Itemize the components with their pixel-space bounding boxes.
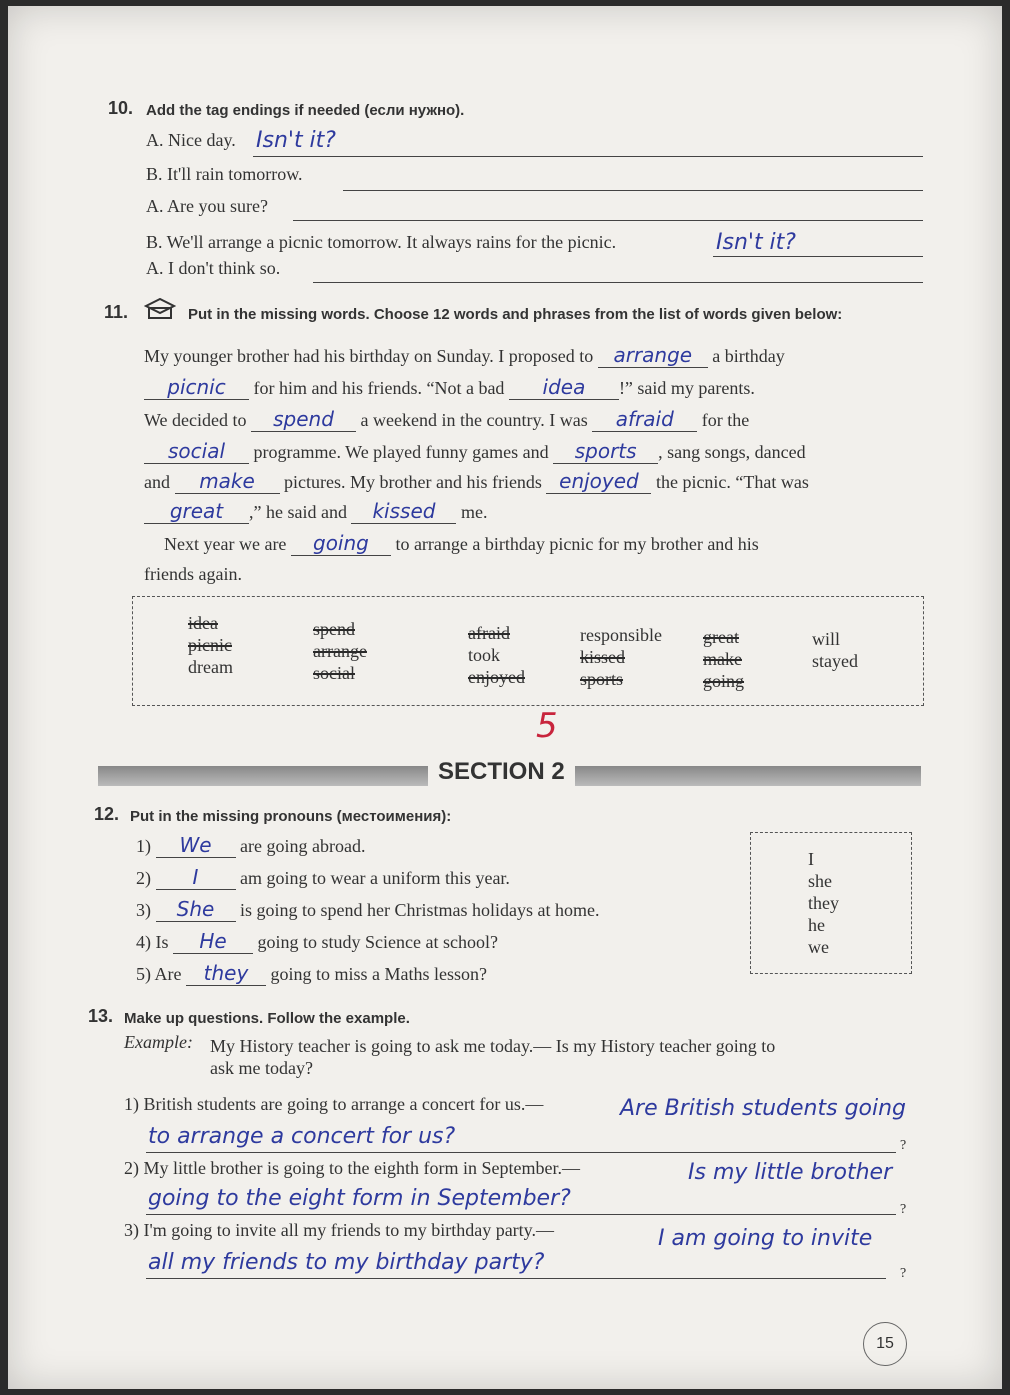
ex10-line-1: A. Nice day. [146,130,236,150]
answer-kissed: kissed [372,499,436,523]
ex12-title: Put in the missing pronouns (местоимения): [130,808,452,825]
ex10-number: 10. [108,98,134,118]
ex11-text-line-4: social programme. We played funny games and sports , sang songs, danced [144,442,806,464]
grade-mark: 5 [536,706,558,746]
ex10-line-4: B. We'll arrange a picnic tomorrow. It always rains for the picnic. [146,232,617,252]
answer-sports: sports [574,439,637,463]
word-column-5: great make going [703,627,745,691]
answer-make: make [199,469,255,493]
word-column-6: will stayed [812,629,858,671]
ex13-example-line-1: My History teacher is going to ask me today.— Is my History teacher going to [210,1036,776,1056]
ex13-answer-1a: Are British students going [620,1096,907,1121]
answer-enjoyed: enjoyed [559,469,639,493]
writing-book-icon [144,298,176,320]
ex11-text-line-7: Next year we are going to arrange a birthday picnic for my brother and his [164,531,759,555]
ex13-item-3: 3) I'm going to invite all my friends to my birthday party.— [124,1220,555,1240]
ex13-item-2: 2) My little brother is going to the eighth form in September.— [124,1158,580,1178]
ex11-text-line-8: friends again. [144,564,242,584]
word-column-4: responsible kissed sports [580,625,662,689]
ex10-answer-4: Isn't it? [716,230,796,255]
answer-going: going [313,531,369,555]
ex11-title: Put in the missing words. Choose 12 words and phrases from the list of words given below: [188,306,843,323]
ex13-example-line-2: ask me today? [210,1058,313,1078]
page-number: 15 [863,1322,907,1366]
ex11-text-line-3: We decided to spend a weekend in the country. I was afraid for the [144,407,750,431]
ex10-line-5: A. I don't think so. [146,258,281,278]
ex13-number: 13. [88,1006,114,1026]
word-column-3: afraid took enjoyed [468,623,525,687]
answer-social: social [167,439,226,463]
qmark-2: ? [900,1202,907,1217]
answer-arrange: arrange [613,343,693,367]
ex11-text-line-5: and make pictures. My brother and his friends enjoyed the picnic. “That was [144,469,809,493]
ex13-answer-3a: I am going to invite [658,1226,873,1251]
pronoun-list: I she they he we [808,849,839,957]
ex10-answer-1: Isn't it? [256,128,336,153]
ex10-line-3: A. Are you sure? [146,196,268,216]
ex11-number: 11. [104,302,129,322]
answer-picnic: picnic [167,375,226,399]
ex12-item-1: 1) We are going abroad. [136,833,366,857]
qmark-3: ? [900,1266,907,1281]
ex11-text-line-1: My younger brother had his birthday on Sunday. I proposed to arrange a birthday [144,343,785,367]
word-column-2: spend arrange social [313,619,367,683]
ex13-example-label: Example: [124,1032,193,1052]
answer-spend: spend [273,407,334,431]
ex12-item-4: 4) Is He going to study Science at school? [136,929,498,953]
ex13-item-1: 1) British students are going to arrange a concert for us.— [124,1094,544,1114]
workbook-page [8,6,1002,1389]
ex10-line-2: B. It'll rain tomorrow. [146,164,303,184]
ex12-item-3: 3) She is going to spend her Christmas holidays at home. [136,897,600,921]
ex13-title: Make up questions. Follow the example. [124,1010,410,1027]
ex12-number: 12. [94,804,120,824]
word-list-box [132,596,924,706]
ex13-answer-2b: going to the eight form in September? [148,1186,571,1211]
ex12-item-5: 5) Are they going to miss a Maths lesson? [136,961,487,985]
word-column-1: idea picnic dream [188,613,233,677]
answer-afraid: afraid [615,407,674,431]
answer-great: great [169,499,224,523]
ex13-answer-1b: to arrange a concert for us? [148,1124,456,1149]
ex10-title: Add the tag endings if needed (если нужно). [146,102,465,119]
qmark-1: ? [900,1138,907,1153]
answer-idea: idea [542,375,586,399]
ex11-text-line-2: picnic for him and his friends. “Not a bad idea !” said my parents. [144,378,755,400]
ex13-answer-3b: all my friends to my birthday party? [148,1250,545,1275]
ex11-text-line-6: great ,” he said and kissed me. [144,502,487,524]
ex12-item-2: 2) I am going to wear a uniform this year. [136,865,510,889]
section-title: SECTION 2 [428,758,575,786]
ex13-answer-2a: Is my little brother [688,1160,893,1185]
